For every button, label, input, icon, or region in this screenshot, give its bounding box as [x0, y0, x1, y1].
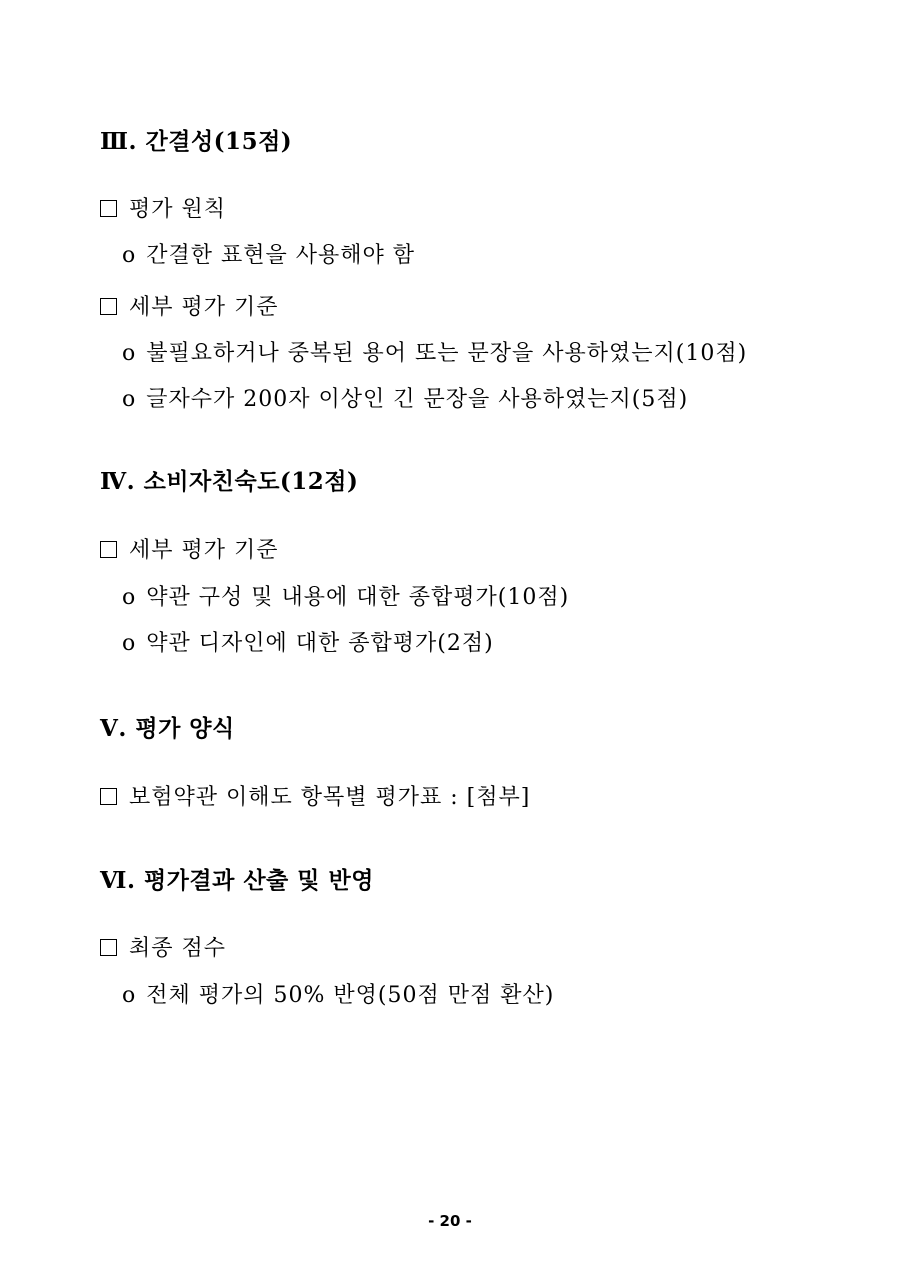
- box-item-detailed-criteria: [100, 297, 279, 319]
- bullet-symbol: o: [122, 585, 137, 610]
- bullet-item: [122, 389, 688, 411]
- checkbox-square-icon: [100, 200, 117, 217]
- box-item-final-score: [100, 938, 226, 960]
- bullet-item: [122, 245, 415, 267]
- bullet-item: [122, 633, 494, 655]
- bullet-text: 간결한 표현을 사용해야 함: [146, 243, 416, 268]
- bullet-symbol: o: [122, 341, 137, 366]
- checkbox-square-icon: [100, 541, 117, 558]
- box-item-label: 세부 평가 기준: [129, 295, 279, 320]
- bullet-text: 글자수가 200자 이상인 긴 문장을 사용하였는지(5점): [146, 387, 689, 412]
- bullet-text: 약관 구성 및 내용에 대한 종합평가(10점): [146, 585, 570, 610]
- box-item-label: 최종 점수: [129, 936, 227, 961]
- checkbox-square-icon: [100, 939, 117, 956]
- box-item-evaluation-form: [100, 787, 530, 809]
- bullet-symbol: o: [122, 243, 137, 268]
- checkbox-square-icon: [100, 788, 117, 805]
- bullet-item: [122, 343, 747, 365]
- box-item-label: 세부 평가 기준: [129, 538, 279, 563]
- section-heading-3: Ⅲ. 간결성(15점): [100, 128, 293, 155]
- bullet-text: 전체 평가의 50% 반영(50점 만점 환산): [146, 983, 555, 1008]
- box-item-label: 평가 원칙: [129, 197, 227, 222]
- bullet-symbol: o: [122, 983, 137, 1008]
- checkbox-square-icon: [100, 298, 117, 315]
- box-item-detailed-criteria: [100, 540, 279, 562]
- bullet-item: [122, 985, 554, 1007]
- page-number: - 20 -: [428, 1212, 472, 1230]
- bullet-symbol: o: [122, 631, 137, 656]
- section-heading-4: Ⅳ. 소비자친숙도(12점): [100, 468, 359, 495]
- bullet-item: [122, 587, 569, 609]
- box-item-evaluation-principle: [100, 199, 226, 221]
- bullet-text: 약관 디자인에 대한 종합평가(2점): [146, 631, 494, 656]
- bullet-text: 불필요하거나 중복된 용어 또는 문장을 사용하였는지(10점): [146, 341, 748, 366]
- section-heading-6: Ⅵ. 평가결과 산출 및 반영: [100, 867, 374, 894]
- bullet-symbol: o: [122, 387, 137, 412]
- section-heading-5: Ⅴ. 평가 양식: [100, 715, 235, 742]
- box-item-label: 보험약관 이해도 항목별 평가표 : [첨부]: [129, 785, 531, 810]
